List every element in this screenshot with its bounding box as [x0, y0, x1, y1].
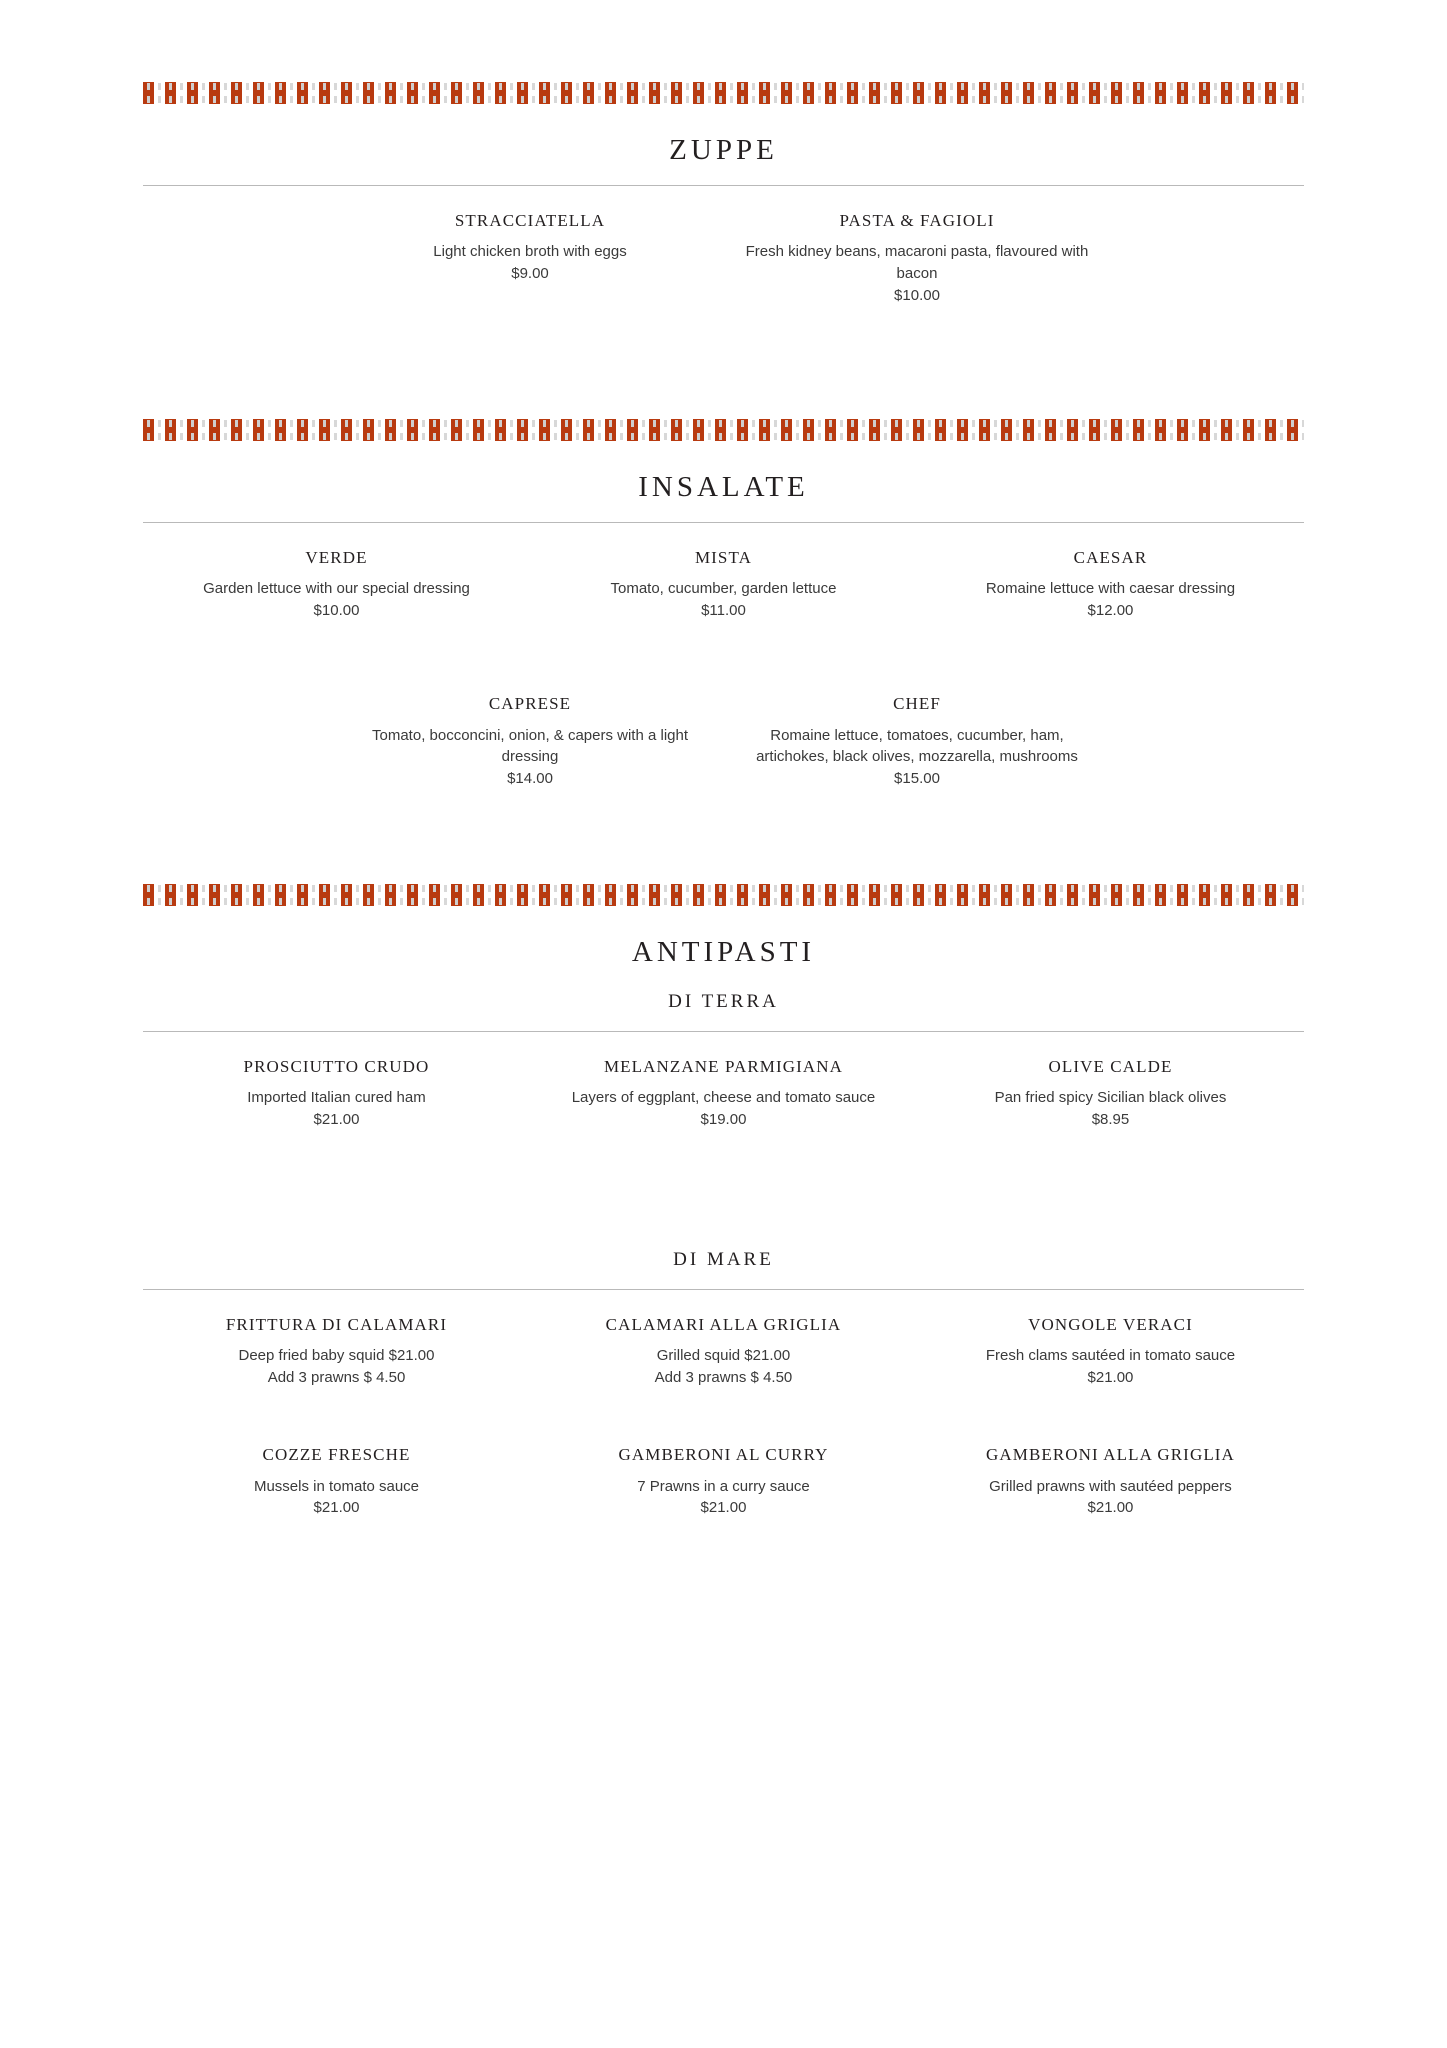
spacer — [143, 1131, 1304, 1187]
menu-item — [143, 1056, 530, 1131]
menu-row — [143, 1056, 1304, 1131]
menu-item-desc: Pan fried spicy Sicilian black olives — [994, 1089, 1227, 1106]
spacer — [143, 523, 1304, 547]
menu-item-desc: Garden lettuce with our special dressing — [203, 579, 470, 597]
menu-item — [143, 1314, 530, 1389]
menu-item-name: GAMBERONI ALLA GRIGLIA — [985, 1445, 1235, 1465]
menu-item-name: VERDE — [305, 547, 368, 567]
menu-item-name: CAPRESE — [488, 694, 572, 714]
menu-row — [143, 1444, 1304, 1519]
menu-item-desc: Imported Italian cured ham — [247, 1089, 426, 1106]
menu-item-price: $8.95 — [1091, 1110, 1130, 1128]
menu-item-name: PASTA & FAGIOLI — [839, 211, 995, 230]
menu-item-desc: Layers of eggplant, cheese and tomato sauce — [571, 1089, 876, 1106]
menu-item-name: PROSCIUTTO CRUDO — [243, 1056, 430, 1076]
spacer — [143, 1187, 1304, 1227]
menu-item — [917, 1056, 1304, 1131]
menu-row — [143, 693, 1304, 790]
menu-item-price: Add 3 prawns $ 4.50 — [654, 1368, 793, 1386]
menu-item — [143, 1444, 530, 1519]
menu-item — [143, 547, 530, 622]
decorative-divider-antipasti — [143, 882, 1304, 908]
menu-item-desc: Mussels in tomato sauce — [253, 1477, 420, 1495]
menu-item — [337, 693, 724, 790]
menu-item-price: $21.00 — [313, 1499, 360, 1517]
menu-item-price: $21.00 — [700, 1499, 747, 1517]
menu-item-name: STRACCIATELLA — [454, 211, 606, 230]
menu-item — [530, 1314, 917, 1389]
menu-item — [917, 1444, 1304, 1519]
menu-item-price: $19.00 — [700, 1110, 747, 1128]
menu-item-name: CALAMARI ALLA GRIGLIA — [605, 1314, 842, 1334]
decorative-divider-insalate — [143, 417, 1304, 443]
menu-row — [143, 1314, 1304, 1389]
menu-item-price: $15.00 — [894, 770, 940, 787]
section-title-zuppe: ZUPPE — [669, 134, 778, 166]
menu-item-price: $10.00 — [313, 601, 360, 619]
spacer — [143, 621, 1304, 693]
section-subtitle-di-terra: DI TERRA — [668, 990, 779, 1012]
menu-row — [143, 210, 1304, 307]
menu-item — [530, 1056, 917, 1131]
menu-item-desc: Grilled squid $21.00 — [656, 1346, 791, 1364]
menu-item-price: Add 3 prawns $ 4.50 — [267, 1368, 406, 1386]
menu-item-price: $21.00 — [1087, 1499, 1134, 1517]
menu-item-name: COZZE FRESCHE — [262, 1445, 411, 1465]
menu-item-desc: Light chicken broth with eggs — [433, 243, 627, 261]
menu-item-desc: Grilled prawns with sautéed peppers — [989, 1477, 1232, 1495]
menu-item-desc: Tomato, cucumber, garden lettuce — [610, 579, 837, 597]
section-title-antipasti: ANTIPASTI — [631, 935, 816, 968]
spacer — [143, 307, 1304, 417]
page-top-spacer — [143, 0, 1304, 80]
decorative-divider-zuppe — [143, 80, 1304, 106]
menu-item-desc: Tomato, bocconcini, onion, & capers with a light dressing — [372, 726, 689, 766]
menu-item — [724, 693, 1111, 790]
menu-item-desc: Fresh clams sautéed in tomato sauce — [985, 1346, 1236, 1364]
menu-item — [917, 547, 1304, 622]
menu-item-desc: Deep fried baby squid $21.00 — [238, 1346, 435, 1364]
menu-row — [143, 547, 1304, 622]
spacer — [143, 790, 1304, 882]
menu-item-price: $9.00 — [511, 265, 549, 282]
spacer — [143, 1290, 1304, 1314]
menu-item — [530, 1444, 917, 1519]
menu-item-name: VONGOLE VERACI — [1028, 1314, 1193, 1334]
section-subtitle-di-mare: DI MARE — [673, 1248, 774, 1270]
menu-item-price: $21.00 — [1087, 1368, 1134, 1386]
menu-item-name: MISTA — [694, 547, 752, 567]
menu-item-name: GAMBERONI AL CURRY — [618, 1445, 829, 1465]
spacer — [143, 1388, 1304, 1444]
menu-item-desc: Romaine lettuce, tomatoes, cucumber, ham, artichokes, black olives, mozzarella, mushrooms — [756, 726, 1078, 766]
menu-item-name: MELANZANE PARMIGIANA — [603, 1056, 844, 1076]
menu-item-price: $12.00 — [1087, 601, 1134, 619]
menu-item — [337, 210, 724, 285]
menu-item — [917, 1314, 1304, 1389]
menu-item-desc: Romaine lettuce with caesar dressing — [985, 579, 1236, 597]
spacer — [143, 1032, 1304, 1056]
spacer — [143, 186, 1304, 210]
menu-item-desc: 7 Prawns in a curry sauce — [637, 1477, 810, 1495]
menu-item-name: FRITTURA DI CALAMARI — [225, 1314, 448, 1334]
menu-item-name: OLIVE CALDE — [1048, 1056, 1173, 1076]
menu-item-price: $10.00 — [894, 286, 940, 304]
menu-item — [724, 210, 1111, 307]
menu-item-name: CHEF — [893, 694, 941, 714]
menu-item-price: $11.00 — [701, 601, 746, 619]
menu-item-price: $21.00 — [313, 1110, 360, 1128]
menu-item-desc: Fresh kidney beans, macaroni pasta, flavoured with bacon — [745, 243, 1089, 282]
menu-item-name: CAESAR — [1073, 547, 1148, 567]
section-title-insalate: INSALATE — [638, 470, 809, 503]
menu-item — [530, 547, 917, 622]
menu-item-price: $14.00 — [507, 770, 553, 787]
